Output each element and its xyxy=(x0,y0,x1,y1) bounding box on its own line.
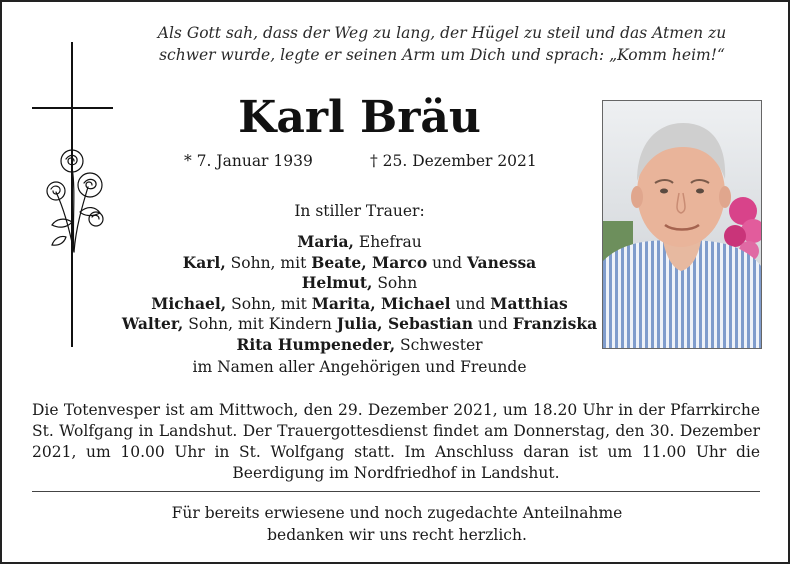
thanks-note xyxy=(132,502,662,546)
mourner-name: Maria, xyxy=(297,232,354,251)
birth-date: * 7. Januar 1939 xyxy=(184,152,313,170)
mourner-relation: Sohn, mit Kindern xyxy=(183,315,337,333)
closing-line: im Namen aller Angehörigen und Freunde xyxy=(192,358,527,376)
mourner-relation: Ehefrau xyxy=(353,233,422,251)
mourner-relation: und xyxy=(472,315,513,333)
divider xyxy=(32,491,760,492)
mourner-relation: Schwester xyxy=(395,335,483,354)
mourner-line xyxy=(82,273,637,294)
mourning-header: In stiller Trauer: xyxy=(294,202,425,220)
life-dates xyxy=(132,152,587,176)
mourner-line xyxy=(82,335,637,356)
mourner-relation: und xyxy=(450,294,491,313)
deceased-name: Karl Bräu xyxy=(238,92,481,143)
quote-line-2: schwer wurde, legte er seinen Arm um Dich und sprach: „Komm heim!“ xyxy=(159,46,725,64)
mourner-name: Beate, Marco xyxy=(311,252,428,272)
mourner-relation: Sohn, mit xyxy=(225,253,312,272)
mourner-line xyxy=(82,253,637,274)
mourner-name: Michael, xyxy=(151,293,227,313)
mourner-name: Franziska xyxy=(512,314,598,333)
mourner-name: Karl, xyxy=(182,252,226,272)
service-announcement: Die Totenvesper ist am Mittwoch, den 29. Dezember 2021, um 18.20 Uhr in der Pfarrkirche St. Wolfgang in Landshut. Der Trauergottesdienst findet am Donnerstag, den 30. Dezember 2021, um 10.00 Uhr in St. Wolfgang statt. Im Anschluss daran ist um 11.00 Uhr die Beerdigung im Nordfriedhof in Landshut. xyxy=(32,401,760,482)
thanks-line-2: bedanken wir uns recht herzlich. xyxy=(267,526,527,544)
mourner-name: Marita, Michael xyxy=(311,293,451,313)
death-date: † 25. Dezember 2021 xyxy=(370,152,537,170)
mourner-line xyxy=(82,232,637,253)
mourners-list xyxy=(82,232,637,355)
mourner-name: Matthias xyxy=(490,293,568,313)
mourner-name: Rita Humpeneder, xyxy=(236,334,396,354)
mourner-name: Vanessa xyxy=(466,252,537,272)
mourner-line xyxy=(82,314,637,335)
portrait-photo xyxy=(602,100,762,349)
mourner-name: Helmut, xyxy=(301,273,373,292)
memorial-quote xyxy=(112,22,772,66)
thanks-line-1: Für bereits erwiesene und noch zugedachte Anteilnahme xyxy=(171,504,623,522)
portrait-illustration xyxy=(603,101,761,348)
quote-line-1: Als Gott sah, dass der Weg zu lang, der Hügel zu steil und das Atmen zu xyxy=(157,24,727,42)
mourner-line xyxy=(82,294,637,315)
mourner-relation: Sohn, mit xyxy=(226,294,312,313)
mourner-relation: Sohn xyxy=(372,274,418,292)
cross-horizontal-beam xyxy=(32,107,113,109)
mourner-name: Walter, xyxy=(121,314,184,333)
mourner-name: Julia, Sebastian xyxy=(336,314,473,333)
mourner-relation: und xyxy=(427,253,467,272)
